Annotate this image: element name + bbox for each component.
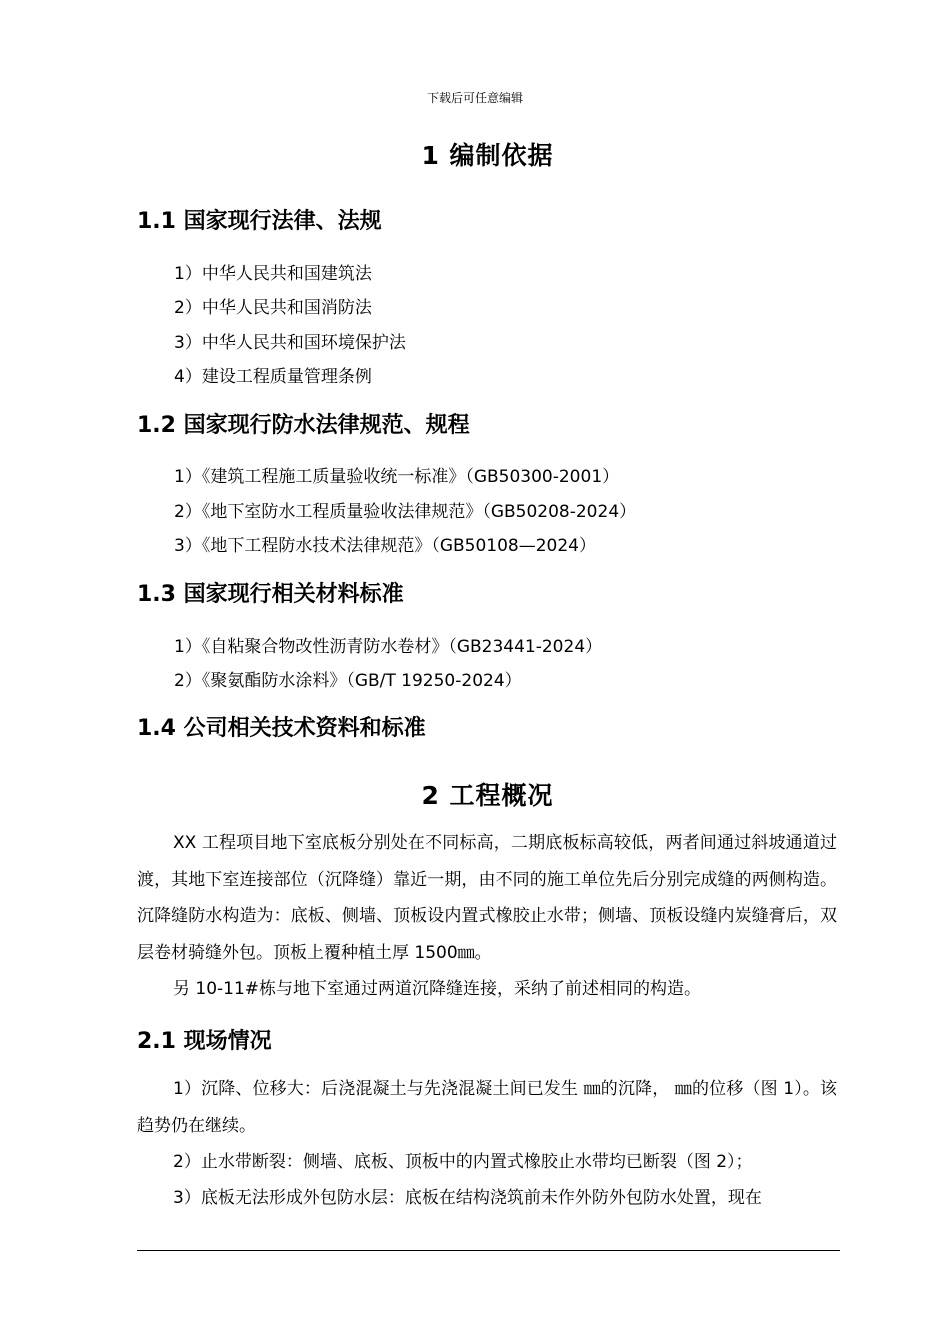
list-item: 1）《自粘聚合物改性沥青防水卷材》（GB23441-2024） [174, 637, 603, 657]
overview-paragraph: XX 工程项目地下室底板分别处在不同标高，二期底板标高较低，两者间通过斜坡通道过渡，其地下室连接部位（沉降缝）靠近一期，由不同的施工单位先后分别完成缝的两侧构造。沉降缝防水构造为：底板、侧墙、顶板设内置式橡胶止水带；侧墙、顶板设缝内炭缝膏后，双层卷材骑缝外包。顶板上覆种植土厚 1500㎜。 [137, 833, 837, 963]
site-condition-paragraph: 2）止水带断裂：侧墙、底板、顶板中的内置式橡胶止水带均已断裂（图 2）； [173, 1152, 753, 1172]
section-2-title: 2 工程概况 [421, 781, 554, 810]
site-condition-paragraph: 3）底板无法形成外包防水层：底板在结构浇筑前未作外防外包防水处置，现在 [173, 1188, 762, 1208]
list-item: 2）《聚氨酯防水涂料》（GB/T 19250-2024） [174, 671, 522, 691]
section-1-title: 1 编制依据 [421, 141, 554, 170]
list-item: 3）中华人民共和国环境保护法 [174, 333, 406, 353]
list-item: 4）建设工程质量管理条例 [174, 367, 372, 387]
section-1-2-title: 1.2 国家现行防水法律规范、规程 [137, 413, 470, 438]
overview-paragraph: 另 10-11#栋与地下室通过两道沉降缝连接，采纳了前述相同的构造。 [173, 979, 702, 999]
list-item: 1）中华人民共和国建筑法 [174, 264, 372, 284]
header-note: 下载后可任意编辑 [426, 91, 523, 105]
section-1-4-title: 1.4 公司相关技术资料和标准 [137, 716, 426, 741]
section-1-3-title: 1.3 国家现行相关材料标准 [137, 582, 404, 607]
footer-divider [137, 1250, 840, 1251]
section-2-1-title: 2.1 现场情况 [137, 1029, 272, 1054]
list-item: 2）中华人民共和国消防法 [174, 298, 372, 318]
list-item: 2）《地下室防水工程质量验收法律规范》（GB50208-2024） [174, 502, 637, 522]
list-item: 3）《地下工程防水技术法律规范》（GB50108—2024） [174, 536, 596, 556]
site-condition-paragraph: 1）沉降、位移大：后浇混凝土与先浇混凝土间已发生 ㎜的沉降， ㎜的位移（图 1）。该趋势仍在继续。 [137, 1079, 837, 1136]
section-1-1-title: 1.1 国家现行法律、法规 [137, 209, 382, 234]
list-item: 1）《建筑工程施工质量验收统一标准》（GB50300-2001） [174, 467, 620, 487]
